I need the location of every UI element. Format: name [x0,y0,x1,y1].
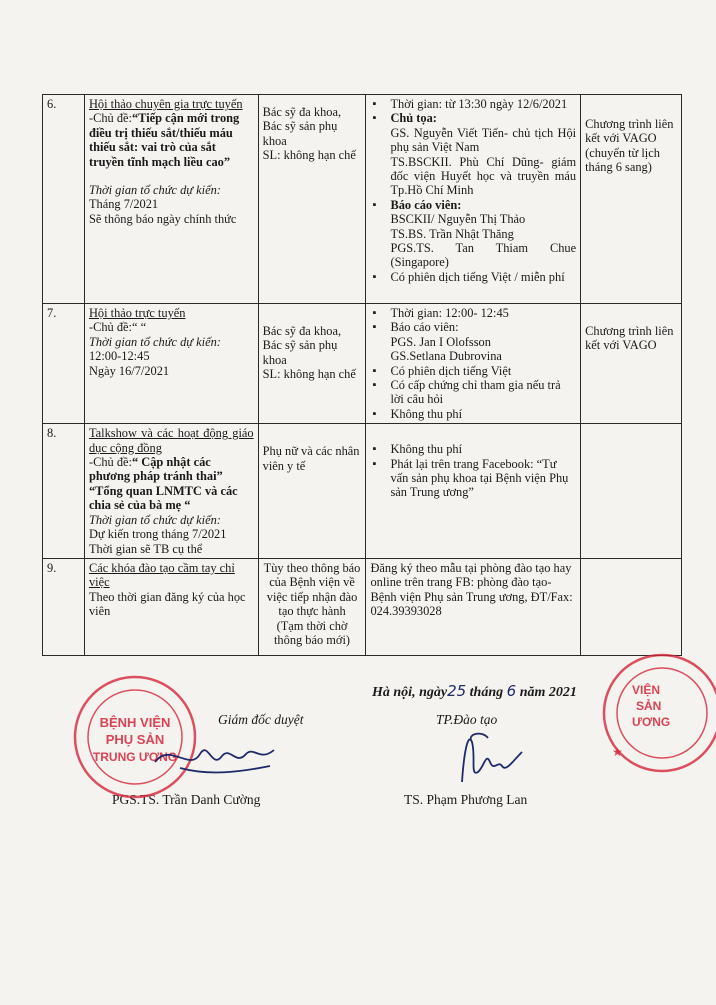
event-cell [84,558,258,655]
right-signature [452,722,532,792]
time-line: Thời gian sẽ TB cụ thể [88,541,203,556]
topic-prefix: -Chủ đề: [88,320,132,335]
audience-line: Tùy theo thông báo của Bệnh viện về việc tiếp nhận đào tạo thực hành [263,560,361,619]
table-row [43,95,682,304]
table-row [43,424,682,559]
detail-item: ▪ Chủ tọa: [370,111,576,125]
note-text: Chương trình liên kết với VAGO [585,324,674,353]
detail-item: ▪ Thời gian: 12:00- 12:45 [370,306,576,320]
audience-line: (Tạm thời chờ thông báo mới) [273,618,351,647]
stamp-text: TRUNG ƯƠNG [92,750,178,764]
note-cell [581,424,682,559]
detail-text: PGS. Jan I Olofsson [390,334,491,349]
stamp-text: SẢN [636,699,662,713]
right-role: TP.Đào tạo [436,712,498,727]
details-cell [366,424,581,559]
detail-item: ▪ Báo cáo viên: [370,320,576,334]
time-line: Theo thời gian đăng ký của học viên [88,589,246,619]
audience-cell [258,558,366,655]
date-line [372,682,577,701]
event-title: Các khóa đào tạo cầm tay chỉ việc [88,560,235,590]
detail-text: BSCKII/ Nguyễn Thị Thảo [390,212,526,227]
note-cell [581,558,682,655]
left-signature [150,732,280,782]
event-topic: “ “ [131,320,147,335]
stamp-star-icon: ★ [612,745,623,759]
audience-cell [258,304,366,424]
stamp-text: BỆNH VIỆN [99,715,171,730]
event-title: Hội thảo trực tuyến [88,306,186,320]
event-cell [84,424,258,559]
time-label: Thời gian tổ chức dự kiến: [88,512,221,527]
date-month: 6 [506,682,517,700]
audience-line: Bác sỹ sản phụ khoa [262,119,338,148]
audience-line: Phụ nữ và các nhân viên y tế [262,444,360,473]
event-topic: “Tiếp cận mới trong điều trị thiếu sắt/thiếu máu thiếu sắt: vai trò của sắt truyền tĩnh mạch liều cao” [88,111,240,169]
detail-item: ▪ Phát lại trên trang Facebook: “Tư vấn sản phụ khoa tại Bệnh viện Phụ sản Trung ương” [370,457,576,500]
note-cell [581,304,682,424]
audience-line: SL: không hạn chế [262,148,356,163]
details-cell [366,95,581,304]
schedule-table [42,94,682,656]
row-number: 9. [43,558,85,655]
stamp-text: PHỤ SẢN [105,732,165,747]
detail-item: ▪ Có cấp chứng chỉ tham gia nếu trả lời câu hỏi [370,378,576,407]
date-day: 25 [447,682,467,700]
details-cell [366,558,581,655]
audience-line: Bác sỹ sản phụ khoa [262,338,338,367]
time-line: Dự kiến trong tháng 7/2021 [88,527,227,542]
topic-prefix: -Chủ đề: [88,455,132,470]
time-label: Thời gian tổ chức dự kiến: [88,183,221,198]
detail-text: TS.BS. Trần Nhật Thăng [390,226,514,241]
event-cell [84,304,258,424]
detail-item: ▪ Không thu phí [370,407,576,421]
left-signer-name: PGS.TS. Trần Danh Cường [112,792,261,807]
event-title: Hội thảo chuyên gia trực tuyến [88,97,243,111]
detail-text: PGS.TS. Tan Thiam Chue (Singapore) [390,241,577,270]
audience-cell [258,95,366,304]
date-month-label: tháng [469,685,504,700]
stamp-text: ƯƠNG [632,715,671,729]
event-cell [84,95,258,304]
table-row [43,558,682,655]
date-year: năm 2021 [519,685,577,700]
audience-line: SL: không hạn chế [262,367,356,382]
time-line: 12:00-12:45 [88,349,150,364]
left-role: Giám đốc duyệt [218,712,304,727]
detail-item: ▪ Không thu phí [370,442,576,456]
event-topic: “ Cập nhật các phương pháp tránh thai” “Tổng quan LNMTC và các chia sẻ của bà mẹ “ [88,455,238,513]
time-line: Ngày 16/7/2021 [88,363,170,378]
row-number: 8. [43,424,85,559]
detail-item: ▪ Có phiên dịch tiếng Việt / miễn phí [370,270,576,284]
detail-text: TS.BSCKII. Phù Chí Dũng- giám đốc viện Huyết học và truyền máu Tp.Hồ Chí Minh [390,154,577,198]
detail-item: ▪ Có phiên dịch tiếng Việt [370,364,576,378]
audience-cell [258,424,366,559]
audience-line: Bác sỹ đa khoa, [262,105,342,119]
hospital-stamp-right [592,648,716,778]
event-title: Talkshow và các hoạt động giáo dục cộng đồng [88,426,254,455]
note-text: Chương trình liên kết với VAGO (chuyển từ lịch tháng 6 sang) [585,117,674,175]
details-cell [366,304,581,424]
detail-item: ▪ Báo cáo viên: [370,198,576,212]
row-number: 6. [43,95,85,304]
right-signer-name: TS. Phạm Phương Lan [404,792,528,807]
stamp-text: VIỆN [632,683,661,697]
detail-text: Đăng ký theo mẫu tại phòng đào tạo hay online trên trang FB: phòng đào tạo- Bệnh viện Phụ sản Trung ương, ĐT/Fax: 024.39393028 [370,560,573,619]
time-line: Tháng 7/2021 [88,197,159,212]
detail-text: GS. Nguyễn Viết Tiến- chủ tịch Hội phụ sản Việt Nam [390,125,577,155]
audience-line: Bác sỹ đa khoa, [262,324,342,338]
detail-item: ▪ Thời gian: từ 13:30 ngày 12/6/2021 [370,97,576,111]
table-row [43,304,682,424]
time-line: Sẽ thông báo ngày chính thức [88,211,237,226]
date-prefix: Hà nội, ngày [372,685,448,700]
time-label: Thời gian tổ chức dự kiến: [88,334,221,349]
detail-text: GS.Setlana Dubrovina [390,349,502,364]
row-number: 7. [43,304,85,424]
topic-prefix: -Chủ đề: [88,111,132,126]
note-cell [581,95,682,304]
